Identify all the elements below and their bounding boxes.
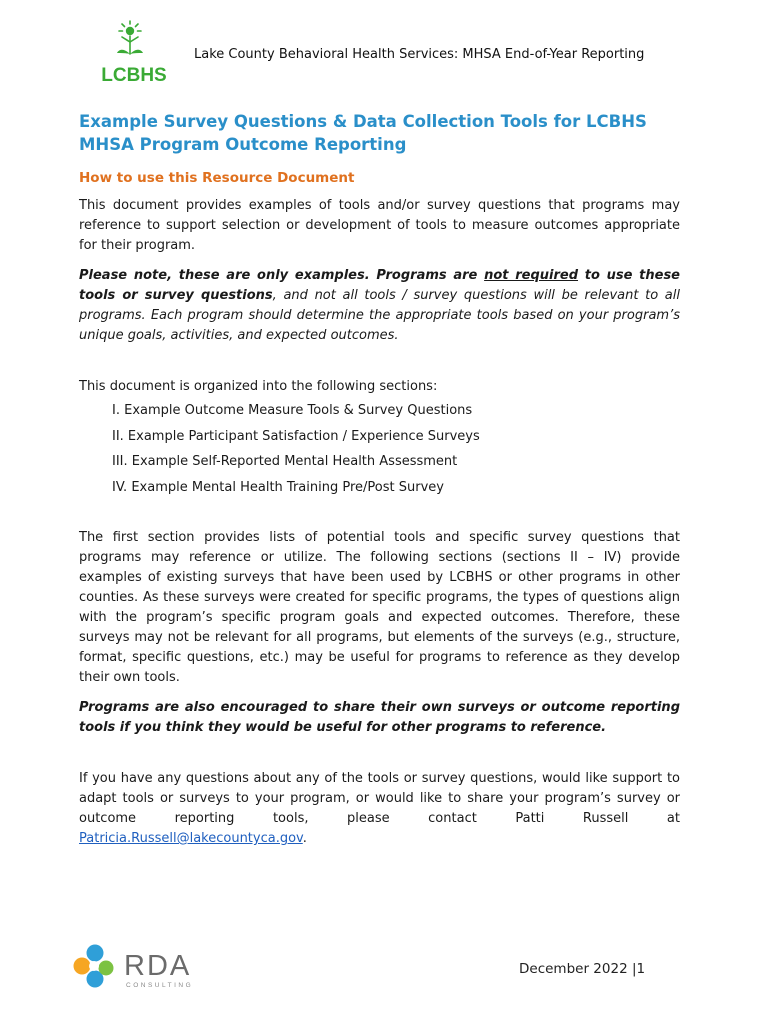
first-section-paragraph: The first section provides lists of potential tools and specific survey questions that programs may reference or utilize. The following sections (sections II – IV) provide examples of existing surveys that have been used by LCBHS or other programs in other counties. As these surveys were created for specific programs, the types of questions align with the program’s specific program goals and expected outcomes. Therefore, these surveys may not be relevant for all programs, but elements of the surveys (e.g., structure, format, specific questions, etc.) may be useful for programs to reference as they develop their own tools. [79,530,680,685]
note-bold-start: Please note, these are only examples [79,268,365,283]
contact-text: If you have any questions about any of the tools or survey questions, would like support to adapt tools or surveys to your program, or would like to share your program’s survey or outcome reporting tools, please contact Patti Russell at [79,771,680,826]
contact-email-link[interactable]: Patricia.Russell@lakecountyca.gov [79,831,303,846]
sections-intro: This document is organized into the following sections: [79,379,438,394]
document-title: Example Survey Questions & Data Collection Tools for LCBHS MHSA Program Outcome Reporting [79,112,647,154]
sections-list-item: IV. Example Mental Health Training Pre/Post Survey [112,479,444,495]
page-number: 1 [636,961,646,977]
footer-date: December 2022 [519,961,628,977]
contact-paragraph [79,769,680,849]
header-title: Lake County Behavioral Health Services: MHSA End-of-Year Reporting [194,47,645,62]
intro-paragraph: This document provides examples of tools and/or survey questions that programs may reference to support selection or development of tools to measure outcomes appropriate for their program. [79,198,680,253]
footer-date-page [519,961,645,977]
note-bold-mid: . Programs are [364,268,485,283]
rda-pinwheel-icon [74,945,114,988]
note-paragraph [79,266,680,346]
note-not-required: not required [484,268,579,283]
sections-list-item: I. Example Outcome Measure Tools & Survey Questions [112,403,473,418]
sections-list [112,401,480,503]
footer-separator: | [631,961,637,977]
sections-list-item: II. Example Participant Satisfaction / Experience Surveys [112,428,480,444]
lcbhs-logo-text: LCBHS [101,65,167,86]
note-rest: , and not all tools / survey questions will be relevant to all programs. Each program should determine the appropriate tools based on your program’s unique goals, activities, and expected outcomes. [79,288,680,343]
rda-consulting-logo [68,940,208,996]
encourage-paragraph: Programs are also encouraged to share their own surveys or outcome reporting tools if you think they would be useful for other programs to reference. [79,700,680,735]
sections-list-item: III. Example Self-Reported Mental Health Assessment [112,454,458,469]
lcbhs-sun-figure-icon [117,21,143,54]
note-bold-end: to use these tools or survey questions [79,268,680,303]
rda-logo-subtext: CONSULTING [126,982,194,989]
lcbhs-logo [88,20,180,86]
rda-logo-text: RDA [124,950,192,982]
section-heading: How to use this Resource Document [79,170,355,186]
contact-end: . [302,831,307,846]
